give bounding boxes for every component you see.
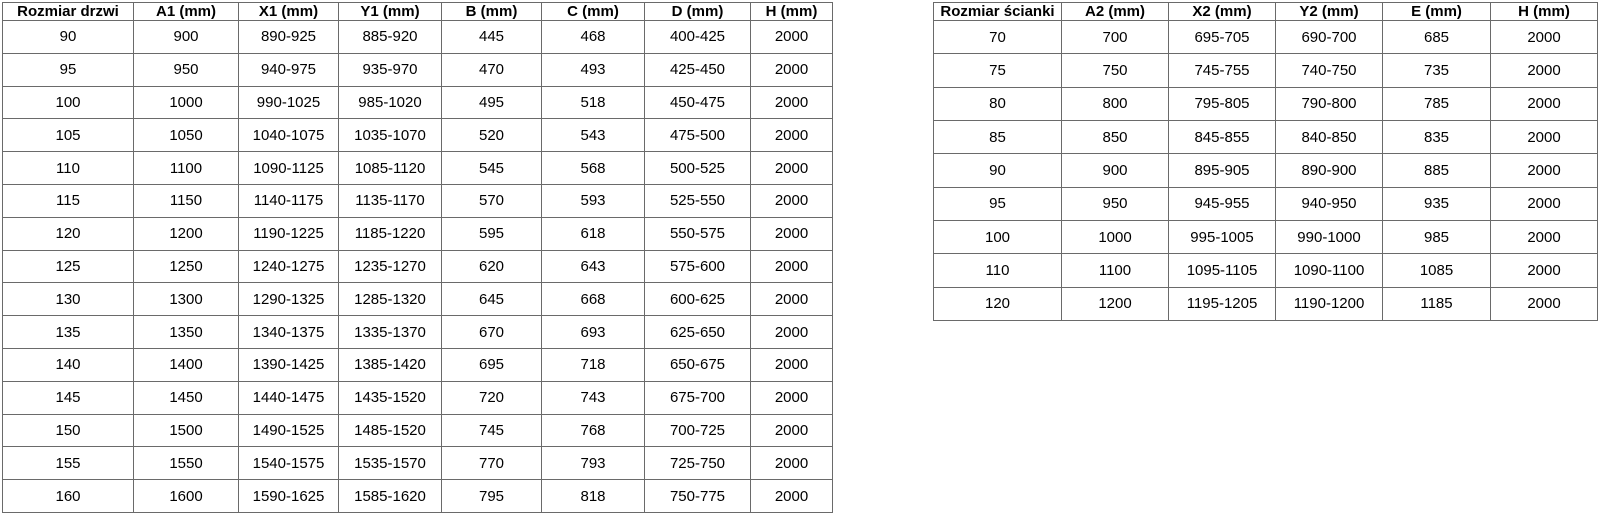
- table-cell: 1550: [134, 447, 239, 480]
- table-cell: 1590-1625: [239, 480, 339, 513]
- table-cell: 2000: [751, 184, 833, 217]
- table-cell: 425-450: [645, 53, 751, 86]
- table-cell: 85: [934, 120, 1062, 153]
- table-cell: 693: [542, 316, 645, 349]
- table-row: [3, 86, 833, 119]
- table-row: [934, 254, 1598, 287]
- table-cell: 1185-1220: [339, 217, 442, 250]
- table-cell: 900: [134, 21, 239, 54]
- table-cell: 1150: [134, 184, 239, 217]
- table-cell: 2000: [1491, 54, 1598, 87]
- table-cell: 518: [542, 86, 645, 119]
- table-cell: 468: [542, 21, 645, 54]
- table-cell: 990-1000: [1276, 220, 1383, 253]
- table-cell: 450-475: [645, 86, 751, 119]
- table-row: [3, 283, 833, 316]
- table-row: [934, 187, 1598, 220]
- table-row: [3, 53, 833, 86]
- table-cell: 895-905: [1169, 154, 1276, 187]
- table-cell: 155: [3, 447, 134, 480]
- column-header: H (mm): [1491, 3, 1598, 21]
- column-header: A2 (mm): [1062, 3, 1169, 21]
- column-header: H (mm): [751, 3, 833, 21]
- table-cell: 625-650: [645, 316, 751, 349]
- table-cell: 545: [442, 152, 542, 185]
- table-cell: 2000: [1491, 187, 1598, 220]
- table-row: [3, 414, 833, 447]
- table-row: [3, 316, 833, 349]
- table-cell: 90: [934, 154, 1062, 187]
- table-cell: 1535-1570: [339, 447, 442, 480]
- table-cell: 568: [542, 152, 645, 185]
- table-cell: 745: [442, 414, 542, 447]
- table-cell: 70: [934, 21, 1062, 54]
- column-header: B (mm): [442, 3, 542, 21]
- table-cell: 643: [542, 250, 645, 283]
- table-row: [934, 54, 1598, 87]
- door-size-table: [2, 2, 833, 513]
- table-cell: 2000: [751, 447, 833, 480]
- table-cell: 985: [1383, 220, 1491, 253]
- table-cell: 645: [442, 283, 542, 316]
- table-cell: 95: [3, 53, 134, 86]
- table-cell: 1390-1425: [239, 348, 339, 381]
- table-cell: 1195-1205: [1169, 287, 1276, 320]
- table-cell: 495: [442, 86, 542, 119]
- table-cell: 1235-1270: [339, 250, 442, 283]
- table-cell: 700: [1062, 21, 1169, 54]
- table-cell: 493: [542, 53, 645, 86]
- table-cell: 120: [934, 287, 1062, 320]
- table-cell: 570: [442, 184, 542, 217]
- table-row: [3, 152, 833, 185]
- column-header: E (mm): [1383, 3, 1491, 21]
- table-cell: 935-970: [339, 53, 442, 86]
- table-cell: 543: [542, 119, 645, 152]
- table-cell: 990-1025: [239, 86, 339, 119]
- wall-table-header-row: [934, 3, 1598, 21]
- column-header: X1 (mm): [239, 3, 339, 21]
- table-cell: 835: [1383, 120, 1491, 153]
- table-cell: 885: [1383, 154, 1491, 187]
- table-cell: 1585-1620: [339, 480, 442, 513]
- table-cell: 695-705: [1169, 21, 1276, 54]
- table-cell: 445: [442, 21, 542, 54]
- table-cell: 1000: [134, 86, 239, 119]
- table-cell: 2000: [1491, 254, 1598, 287]
- table-cell: 785: [1383, 87, 1491, 120]
- table-row: [3, 119, 833, 152]
- table-cell: 2000: [751, 480, 833, 513]
- table-cell: 593: [542, 184, 645, 217]
- table-cell: 695: [442, 348, 542, 381]
- table-cell: 2000: [751, 217, 833, 250]
- table-cell: 475-500: [645, 119, 751, 152]
- table-row: [3, 21, 833, 54]
- table-cell: 1350: [134, 316, 239, 349]
- column-header: X2 (mm): [1169, 3, 1276, 21]
- column-header: Rozmiar drzwi: [3, 3, 134, 21]
- table-cell: 145: [3, 381, 134, 414]
- table-cell: 525-550: [645, 184, 751, 217]
- table-cell: 1440-1475: [239, 381, 339, 414]
- table-cell: 595: [442, 217, 542, 250]
- table-cell: 500-525: [645, 152, 751, 185]
- table-cell: 550-575: [645, 217, 751, 250]
- table-cell: 1600: [134, 480, 239, 513]
- table-cell: 1135-1170: [339, 184, 442, 217]
- table-row: [934, 87, 1598, 120]
- table-cell: 1090-1125: [239, 152, 339, 185]
- column-header: Y2 (mm): [1276, 3, 1383, 21]
- table-cell: 130: [3, 283, 134, 316]
- table-cell: 470: [442, 53, 542, 86]
- table-cell: 1200: [1062, 287, 1169, 320]
- table-cell: 1450: [134, 381, 239, 414]
- table-cell: 690-700: [1276, 21, 1383, 54]
- table-cell: 1385-1420: [339, 348, 442, 381]
- table-cell: 1540-1575: [239, 447, 339, 480]
- table-cell: 105: [3, 119, 134, 152]
- table-cell: 2000: [1491, 154, 1598, 187]
- door-table-header-row: [3, 3, 833, 21]
- table-cell: 935: [1383, 187, 1491, 220]
- table-cell: 790-800: [1276, 87, 1383, 120]
- table-cell: 2000: [751, 86, 833, 119]
- table-cell: 1035-1070: [339, 119, 442, 152]
- table-cell: 1185: [1383, 287, 1491, 320]
- table-row: [934, 21, 1598, 54]
- table-cell: 2000: [751, 381, 833, 414]
- column-header: A1 (mm): [134, 3, 239, 21]
- table-cell: 1100: [1062, 254, 1169, 287]
- table-cell: 720: [442, 381, 542, 414]
- table-cell: 90: [3, 21, 134, 54]
- table-cell: 1490-1525: [239, 414, 339, 447]
- table-cell: 940-950: [1276, 187, 1383, 220]
- table-cell: 110: [934, 254, 1062, 287]
- table-row: [934, 120, 1598, 153]
- table-cell: 125: [3, 250, 134, 283]
- table-cell: 2000: [1491, 21, 1598, 54]
- table-cell: 160: [3, 480, 134, 513]
- table-cell: 2000: [751, 250, 833, 283]
- table-cell: 668: [542, 283, 645, 316]
- table-cell: 793: [542, 447, 645, 480]
- table-cell: 745-755: [1169, 54, 1276, 87]
- table-cell: 740-750: [1276, 54, 1383, 87]
- table-row: [3, 447, 833, 480]
- table-cell: 840-850: [1276, 120, 1383, 153]
- column-header: Y1 (mm): [339, 3, 442, 21]
- table-cell: 1095-1105: [1169, 254, 1276, 287]
- table-cell: 1290-1325: [239, 283, 339, 316]
- table-cell: 2000: [751, 21, 833, 54]
- table-cell: 120: [3, 217, 134, 250]
- table-row: [934, 287, 1598, 320]
- table-cell: 850: [1062, 120, 1169, 153]
- table-cell: 2000: [751, 283, 833, 316]
- table-cell: 795: [442, 480, 542, 513]
- table-cell: 95: [934, 187, 1062, 220]
- table-cell: 718: [542, 348, 645, 381]
- table-cell: 575-600: [645, 250, 751, 283]
- table-cell: 115: [3, 184, 134, 217]
- table-cell: 1085-1120: [339, 152, 442, 185]
- table-cell: 1250: [134, 250, 239, 283]
- table-cell: 80: [934, 87, 1062, 120]
- table-cell: 950: [134, 53, 239, 86]
- table-cell: 735: [1383, 54, 1491, 87]
- table-row: [934, 154, 1598, 187]
- table-cell: 2000: [751, 348, 833, 381]
- table-cell: 1340-1375: [239, 316, 339, 349]
- table-cell: 900: [1062, 154, 1169, 187]
- table-cell: 750: [1062, 54, 1169, 87]
- table-cell: 1100: [134, 152, 239, 185]
- table-cell: 818: [542, 480, 645, 513]
- table-cell: 985-1020: [339, 86, 442, 119]
- table-cell: 1240-1275: [239, 250, 339, 283]
- table-cell: 885-920: [339, 21, 442, 54]
- column-header: C (mm): [542, 3, 645, 21]
- table-cell: 2000: [1491, 87, 1598, 120]
- column-header: D (mm): [645, 3, 751, 21]
- column-header: Rozmiar ścianki: [934, 3, 1062, 21]
- table-cell: 2000: [751, 53, 833, 86]
- table-cell: 795-805: [1169, 87, 1276, 120]
- table-cell: 1000: [1062, 220, 1169, 253]
- table-row: [3, 184, 833, 217]
- table-cell: 1090-1100: [1276, 254, 1383, 287]
- table-cell: 743: [542, 381, 645, 414]
- table-cell: 1200: [134, 217, 239, 250]
- table-cell: 800: [1062, 87, 1169, 120]
- table-cell: 2000: [751, 119, 833, 152]
- table-cell: 1085: [1383, 254, 1491, 287]
- table-cell: 1190-1225: [239, 217, 339, 250]
- table-cell: 995-1005: [1169, 220, 1276, 253]
- table-cell: 670: [442, 316, 542, 349]
- table-cell: 520: [442, 119, 542, 152]
- table-cell: 700-725: [645, 414, 751, 447]
- table-cell: 1300: [134, 283, 239, 316]
- table-cell: 400-425: [645, 21, 751, 54]
- table-cell: 110: [3, 152, 134, 185]
- table-cell: 1335-1370: [339, 316, 442, 349]
- table-row: [3, 250, 833, 283]
- table-row: [3, 217, 833, 250]
- table-cell: 768: [542, 414, 645, 447]
- table-cell: 770: [442, 447, 542, 480]
- table-cell: 845-855: [1169, 120, 1276, 153]
- table-cell: 1485-1520: [339, 414, 442, 447]
- table-cell: 75: [934, 54, 1062, 87]
- table-cell: 150: [3, 414, 134, 447]
- table-cell: 2000: [751, 152, 833, 185]
- table-cell: 890-925: [239, 21, 339, 54]
- table-cell: 2000: [1491, 120, 1598, 153]
- table-cell: 140: [3, 348, 134, 381]
- table-cell: 620: [442, 250, 542, 283]
- table-cell: 1400: [134, 348, 239, 381]
- table-cell: 1285-1320: [339, 283, 442, 316]
- table-cell: 600-625: [645, 283, 751, 316]
- table-cell: 2000: [1491, 287, 1598, 320]
- table-cell: 940-975: [239, 53, 339, 86]
- table-row: [3, 480, 833, 513]
- table-cell: 725-750: [645, 447, 751, 480]
- table-cell: 750-775: [645, 480, 751, 513]
- wall-size-table: [933, 2, 1598, 321]
- table-cell: 2000: [751, 316, 833, 349]
- table-cell: 1190-1200: [1276, 287, 1383, 320]
- table-cell: 2000: [751, 414, 833, 447]
- table-cell: 1435-1520: [339, 381, 442, 414]
- table-cell: 100: [3, 86, 134, 119]
- table-row: [934, 220, 1598, 253]
- table-cell: 1050: [134, 119, 239, 152]
- table-row: [3, 381, 833, 414]
- table-cell: 2000: [1491, 220, 1598, 253]
- table-cell: 618: [542, 217, 645, 250]
- table-cell: 1140-1175: [239, 184, 339, 217]
- table-cell: 1040-1075: [239, 119, 339, 152]
- table-cell: 890-900: [1276, 154, 1383, 187]
- table-cell: 945-955: [1169, 187, 1276, 220]
- table-cell: 675-700: [645, 381, 751, 414]
- table-cell: 950: [1062, 187, 1169, 220]
- table-cell: 685: [1383, 21, 1491, 54]
- table-cell: 650-675: [645, 348, 751, 381]
- table-row: [3, 348, 833, 381]
- table-cell: 135: [3, 316, 134, 349]
- table-cell: 1500: [134, 414, 239, 447]
- table-cell: 100: [934, 220, 1062, 253]
